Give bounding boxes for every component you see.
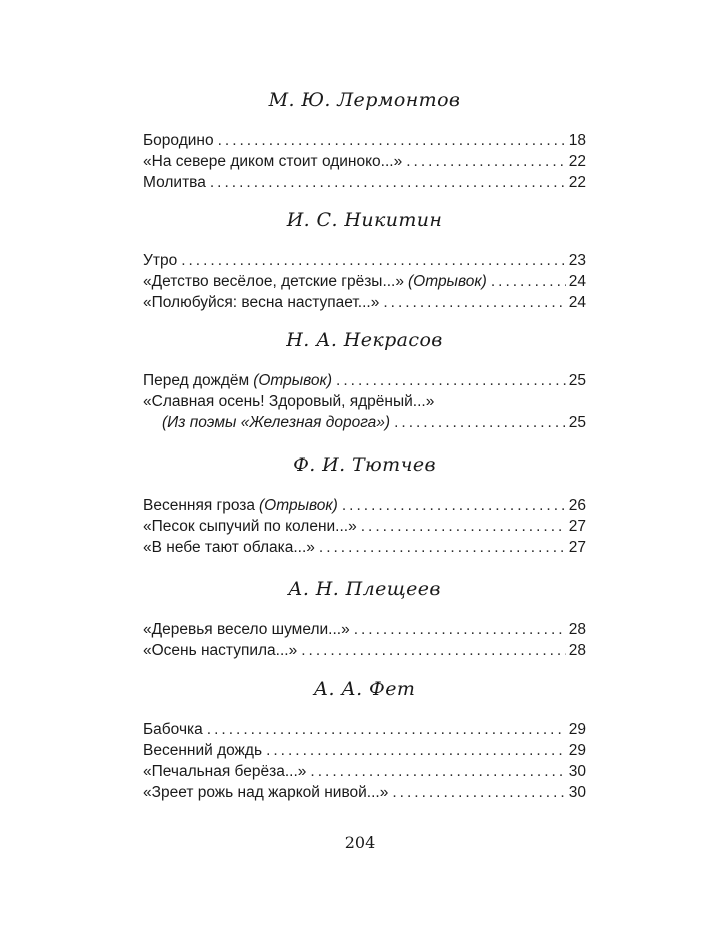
entry-page: 22 xyxy=(568,153,586,170)
dot-leader xyxy=(218,130,566,151)
entry-note: (Отрывок) xyxy=(253,372,333,389)
entry-title: «Зреет рожь над жаркой нивой...» xyxy=(143,784,389,801)
dot-leader xyxy=(181,250,566,271)
entry-note: (Из поэмы «Железная дорога») xyxy=(162,414,391,431)
author-heading: Ф. И. Тютчев xyxy=(293,454,436,476)
toc-entry xyxy=(143,761,586,782)
dot-leader xyxy=(301,640,566,661)
author-heading: М. Ю. Лермонтов xyxy=(268,89,461,111)
dot-leader xyxy=(319,537,566,558)
entry-title: Утро xyxy=(143,252,178,269)
toc-entry xyxy=(143,292,586,313)
entry-title: «Полюбуйся: весна наступает...» xyxy=(143,294,380,311)
entry-page: 25 xyxy=(568,414,586,431)
entry-page: 26 xyxy=(568,497,586,514)
entry-title: «Славная осень! Здоровый, ядрёный...» xyxy=(143,393,435,410)
dot-leader xyxy=(266,740,566,761)
entry-page: 27 xyxy=(568,518,586,535)
toc-entry xyxy=(143,619,586,640)
toc-entry xyxy=(143,640,586,661)
toc-entry xyxy=(143,391,586,412)
entry-title: «Песок сыпучий по колени...» xyxy=(143,518,357,535)
entry-page: 18 xyxy=(568,132,586,149)
dot-leader xyxy=(354,619,566,640)
dot-leader xyxy=(207,719,566,740)
author-heading: И. С. Никитин xyxy=(286,209,443,231)
entry-title: Перед дождём xyxy=(143,372,250,389)
toc-entry xyxy=(143,719,586,740)
entry-title: Весенний дождь xyxy=(143,742,263,759)
entry-title: «На севере диком стоит одиноко...» xyxy=(143,153,403,170)
entry-page: 29 xyxy=(568,721,586,738)
entry-title: Весенняя гроза xyxy=(143,497,255,514)
toc-entry-continuation xyxy=(143,412,586,433)
toc-entry xyxy=(143,370,586,391)
toc-entry xyxy=(143,151,586,172)
dot-leader xyxy=(361,516,566,537)
section-tyutchev xyxy=(143,450,586,558)
toc-entry xyxy=(143,516,586,537)
entry-page: 22 xyxy=(568,174,586,191)
toc-entry xyxy=(143,130,586,151)
section-fet xyxy=(143,674,586,803)
entry-page: 28 xyxy=(568,621,586,638)
entry-title: Бородино xyxy=(143,132,214,149)
author-heading: А. А. Фет xyxy=(313,678,416,700)
toc-entry xyxy=(143,782,586,803)
entry-title: Бабочка xyxy=(143,721,203,738)
page-number: 204 xyxy=(344,833,376,852)
entry-page: 29 xyxy=(568,742,586,759)
entry-page: 24 xyxy=(568,294,586,311)
dot-leader xyxy=(336,370,566,391)
author-heading: А. Н. Плещеев xyxy=(288,578,441,600)
entry-title: «Детство весёлое, детские грёзы...» xyxy=(143,273,404,290)
dot-leader xyxy=(342,495,566,516)
toc-entry xyxy=(143,740,586,761)
section-pleshcheev xyxy=(143,574,586,661)
dot-leader xyxy=(310,761,565,782)
entry-title: «Осень наступила...» xyxy=(143,642,298,659)
toc-entry xyxy=(143,172,586,193)
entry-page: 24 xyxy=(568,273,586,290)
entry-page: 28 xyxy=(568,642,586,659)
dot-leader xyxy=(406,151,566,172)
section-lermontov xyxy=(143,85,586,193)
entry-page: 30 xyxy=(568,784,586,801)
dot-leader xyxy=(491,271,566,292)
entry-note: (Отрывок) xyxy=(407,273,487,290)
entry-title: «В небе тают облака...» xyxy=(143,539,315,556)
toc-entry xyxy=(143,250,586,271)
author-heading: Н. А. Некрасов xyxy=(286,329,443,351)
toc-entry xyxy=(143,537,586,558)
dot-leader xyxy=(210,172,566,193)
entry-title: «Печальная берёза...» xyxy=(143,763,307,780)
dot-leader xyxy=(392,782,565,803)
entry-title: «Деревья весело шумели...» xyxy=(143,621,350,638)
entry-page: 27 xyxy=(568,539,586,556)
dot-leader xyxy=(394,412,566,433)
entry-title: Молитва xyxy=(143,174,206,191)
section-nikitin xyxy=(143,205,586,313)
entry-page: 23 xyxy=(568,252,586,269)
dot-leader xyxy=(383,292,565,313)
toc-entry xyxy=(143,495,586,516)
entry-note: (Отрывок) xyxy=(259,497,338,514)
section-nekrasov xyxy=(143,325,586,433)
entry-page: 25 xyxy=(568,372,586,389)
entry-page: 30 xyxy=(568,763,586,780)
toc-entry xyxy=(143,271,586,292)
